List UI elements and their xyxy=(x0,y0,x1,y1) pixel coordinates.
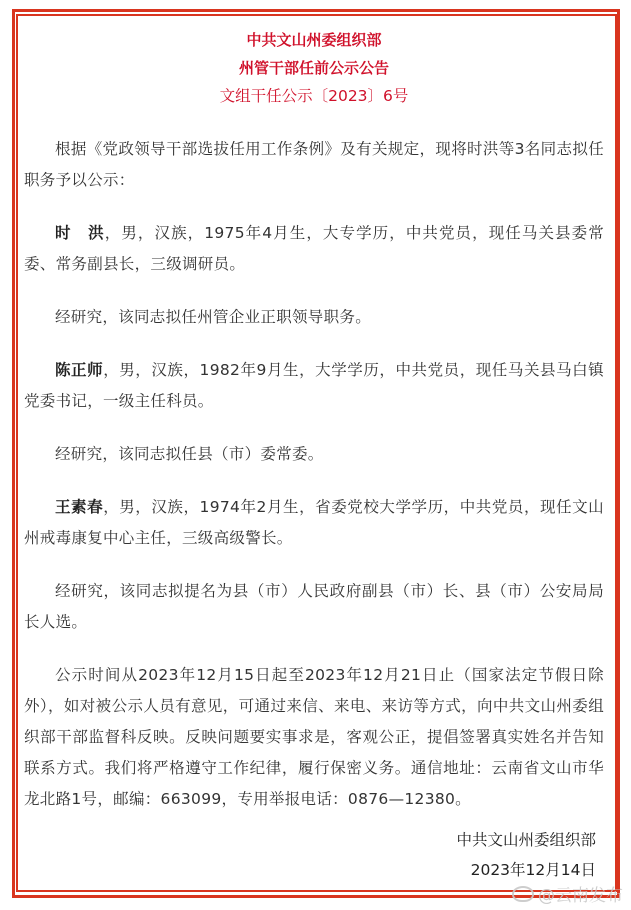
candidate-3-details: ，男，汉族，1974年2月生，省委党校大学学历，中共党员，现任文山州戒毒康复中心主任，三级高级警长。 xyxy=(24,498,604,547)
notice-paragraph: 公示时间从2023年12月15日起至2023年12月21日止（国家法定节假日除外），如对被公示人员有意见，可通过来信、来电、来访等方式，向中共文山州委组织部干部监督科反映。反映问题要实事求是，客观公正，提倡签署真实姓名并告知联系方式。我们将严格遵守工作纪律，履行保密义务。通信地址：云南省文山市华龙北路1号，邮编：663099，专用举报电话：0876—12380。 xyxy=(24,666,604,808)
signature-date: 2023年12月14日 xyxy=(470,861,596,879)
notice-document xyxy=(24,26,604,885)
candidate-3-paragraph xyxy=(24,492,604,554)
watermark xyxy=(512,881,623,906)
document-title: 州管干部任前公示公告 xyxy=(238,59,389,77)
candidate-2-name: 陈正师 xyxy=(55,361,104,379)
candidate-2-paragraph xyxy=(24,355,604,417)
document-number: 文组干任公示〔2023〕6号 xyxy=(219,87,409,105)
candidate-1-proposal: 经研究，该同志拟任州管企业正职领导职务。 xyxy=(55,308,372,326)
candidate-1-name: 时 洪 xyxy=(55,224,105,242)
candidate-3-proposal: 经研究，该同志拟提名为县（市）人民政府副县（市）长、县（市）公安局局长人选。 xyxy=(24,582,604,631)
weibo-icon xyxy=(512,886,534,902)
issuing-organization: 中共文山州委组织部 xyxy=(246,31,382,49)
candidate-3-name: 王素春 xyxy=(55,498,104,516)
candidate-1-paragraph xyxy=(24,218,604,280)
candidate-2-proposal: 经研究，该同志拟任县（市）委常委。 xyxy=(55,445,324,463)
intro-paragraph: 根据《党政领导干部选拔任用工作条例》及有关规定，现将时洪等3名同志拟任职务予以公示： xyxy=(24,140,604,189)
watermark-text: @云南发布 xyxy=(538,886,623,906)
candidate-2-details: ，男，汉族，1982年9月生，大学学历，中共党员，现任马关县马白镇党委书记，一级主任科员。 xyxy=(24,361,604,410)
candidate-1-details: ，男，汉族，1975年4月生，大专学历，中共党员，现任马关县委常委、常务副县长，三级调研员。 xyxy=(24,224,604,273)
signature-organization: 中共文山州委组织部 xyxy=(456,831,596,849)
